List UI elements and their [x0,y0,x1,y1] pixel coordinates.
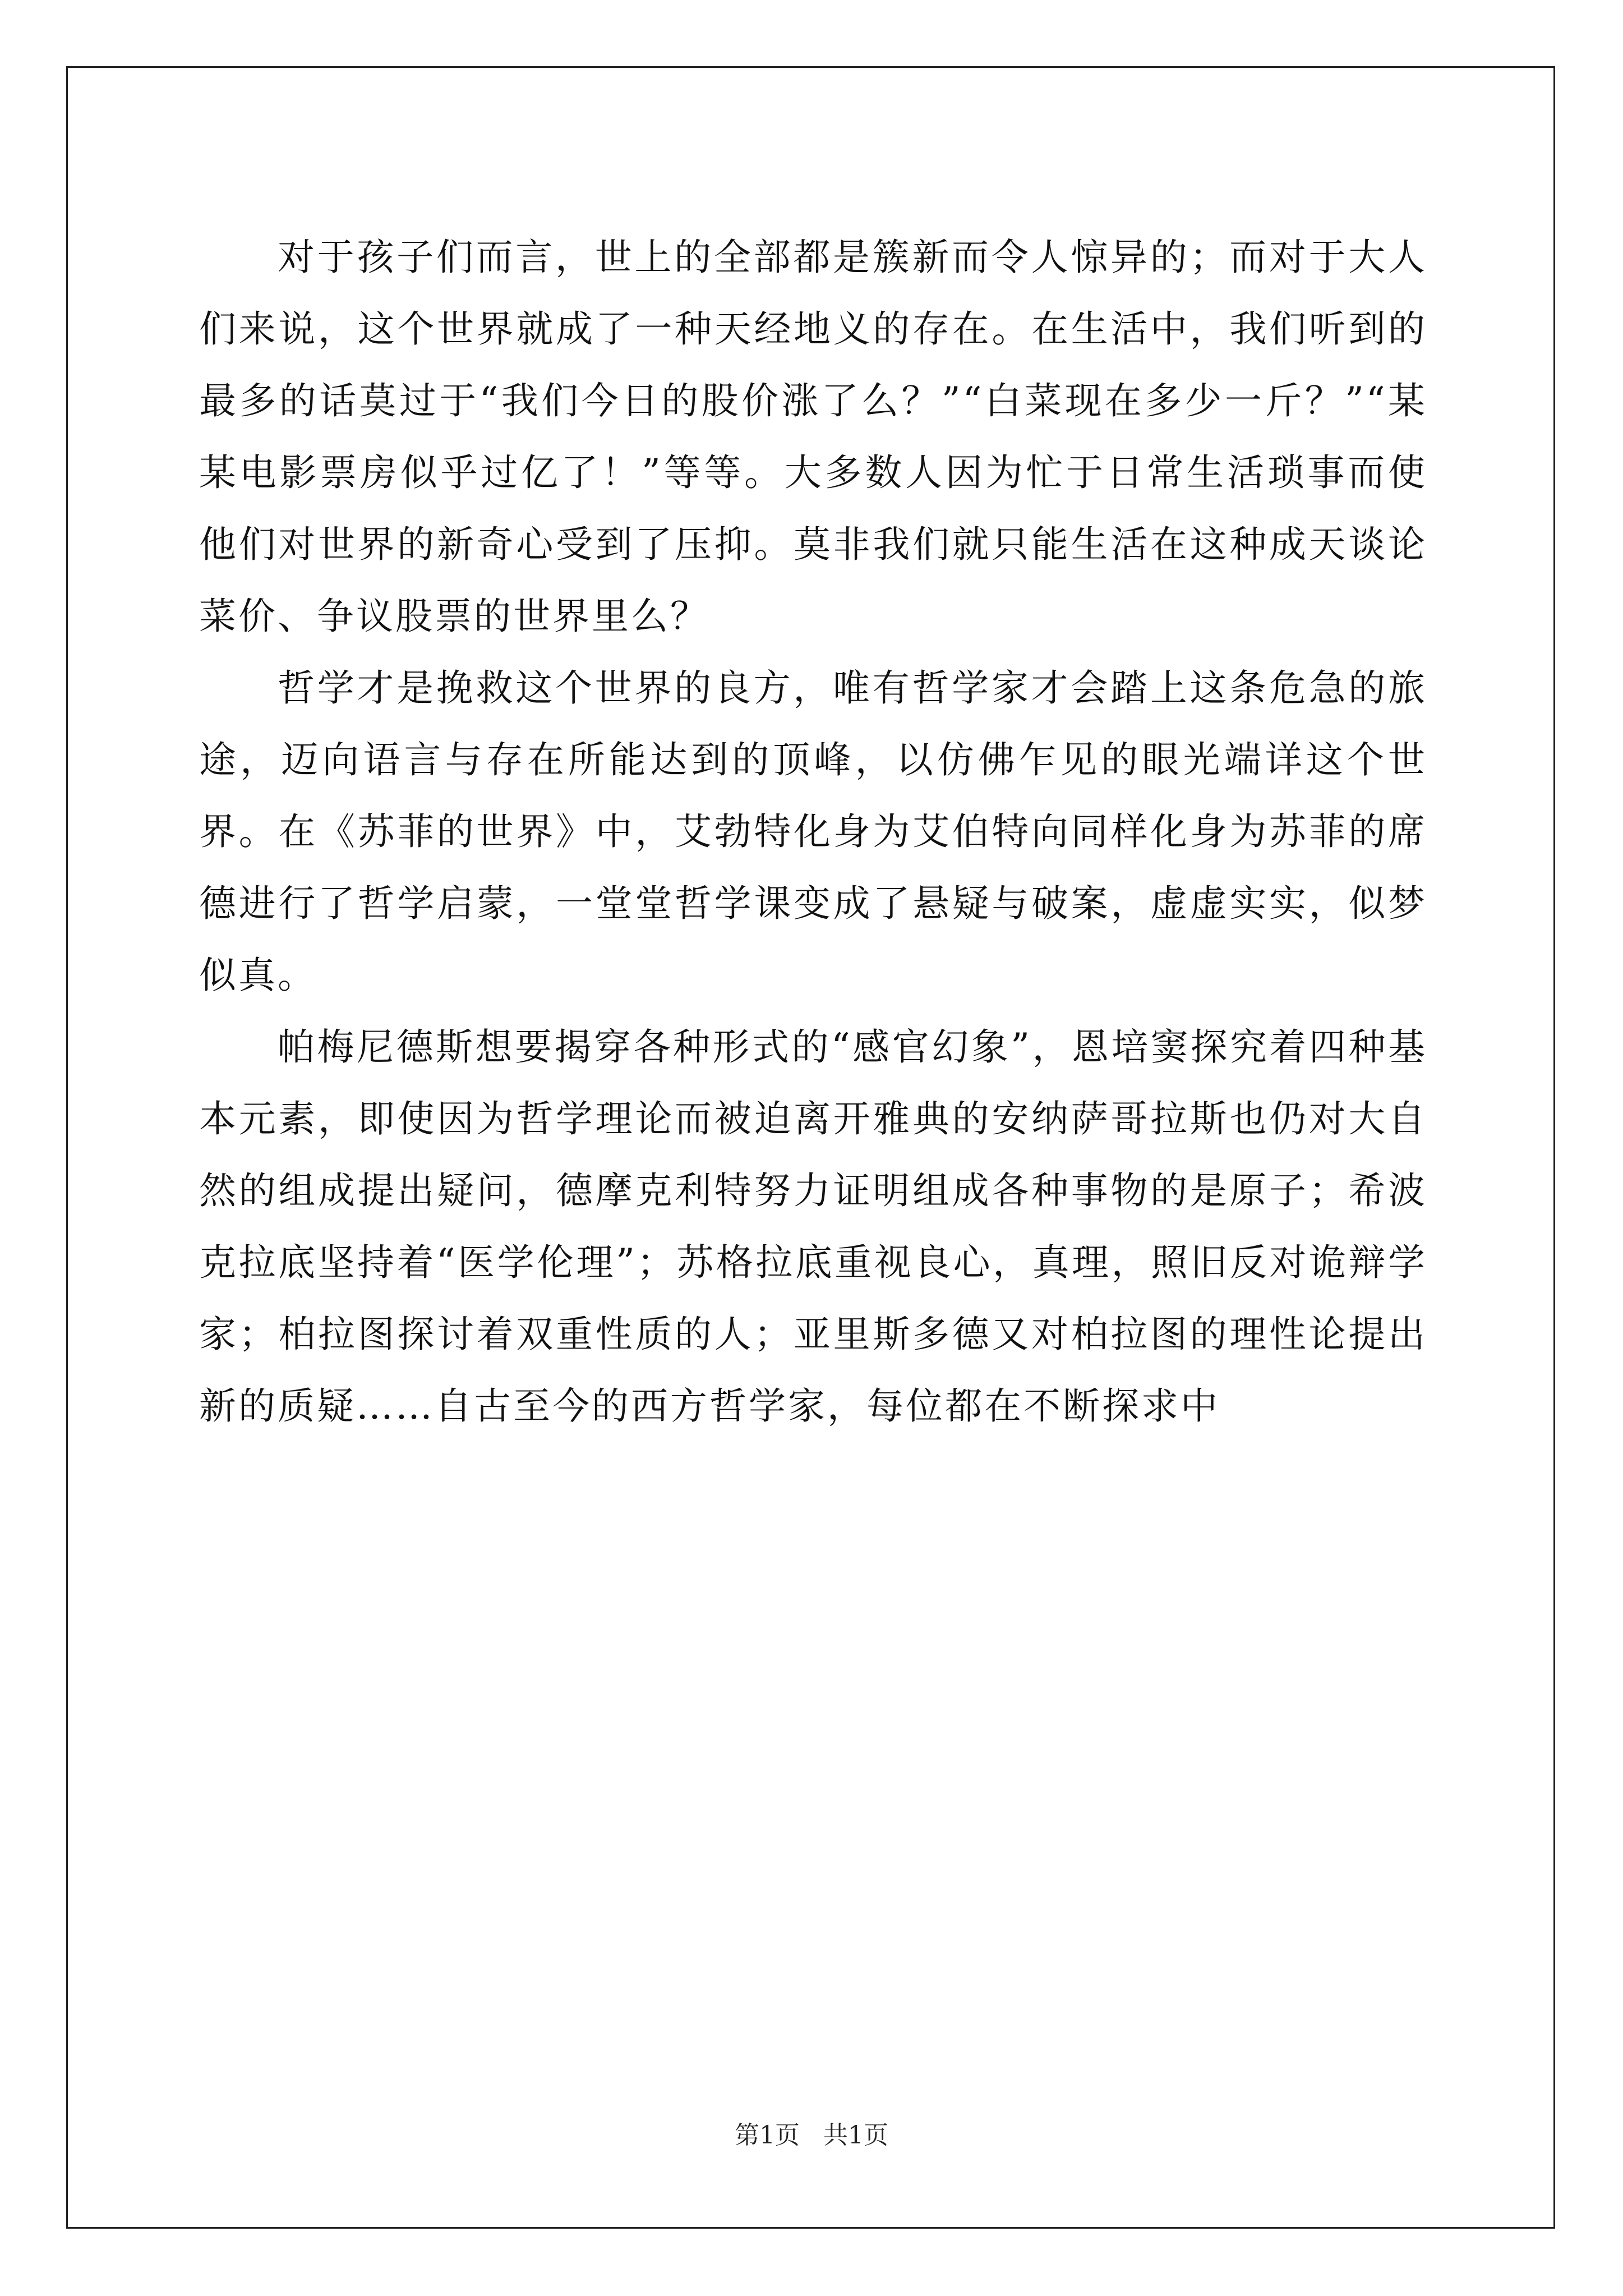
document-body [199,222,1427,1442]
paragraph-2: 哲学才是挽救这个世界的良方，唯有哲学家才会踏上这条危急的旅途，迈向语言与存在所能达到的顶峰，以仿佛乍见的眼光端详这个世界。在《苏菲的世界》中，艾勃特化身为艾伯特向同样化身为苏菲的席德进行了哲学启蒙，一堂堂哲学课变成了悬疑与破案，虚虚实实，似梦似真。 [199,666,1427,997]
paragraph-3: 帕梅尼德斯想要揭穿各种形式的“感官幻象”，恩培窦探究着四种基本元素，即使因为哲学理论而被迫离开雅典的安纳萨哥拉斯也仍对大自然的组成提出疑问，德摩克利特努力证明组成各种事物的是原子；希波克拉底坚持着“医学伦理”；苏格拉底重视良心，真理，照旧反对诡辩学家；柏拉图探讨着双重性质的人；亚里斯多德又对柏拉图的理性论提出新的质疑……自古至今的西方哲学家，每位都在不断探求中 [199,1025,1427,1428]
page-footer [0,2122,1623,2150]
paragraph-1: 对于孩子们而言，世上的全部都是簇新而令人惊异的；而对于大人们来说，这个世界就成了一种天经地义的存在。在生活中，我们听到的最多的话莫过于“我们今日的股价涨了么？”“白菜现在多少一斤？”“某某电影票房似乎过亿了！”等等。大多数人因为忙于日常生活琐事而使他们对世界的新奇心受到了压抑。莫非我们就只能生活在这种成天谈论菜价、争议股票的世界里么？ [199,236,1427,638]
page-total: 共1页 [823,2121,888,2150]
page-number: 第1页 [735,2121,800,2150]
